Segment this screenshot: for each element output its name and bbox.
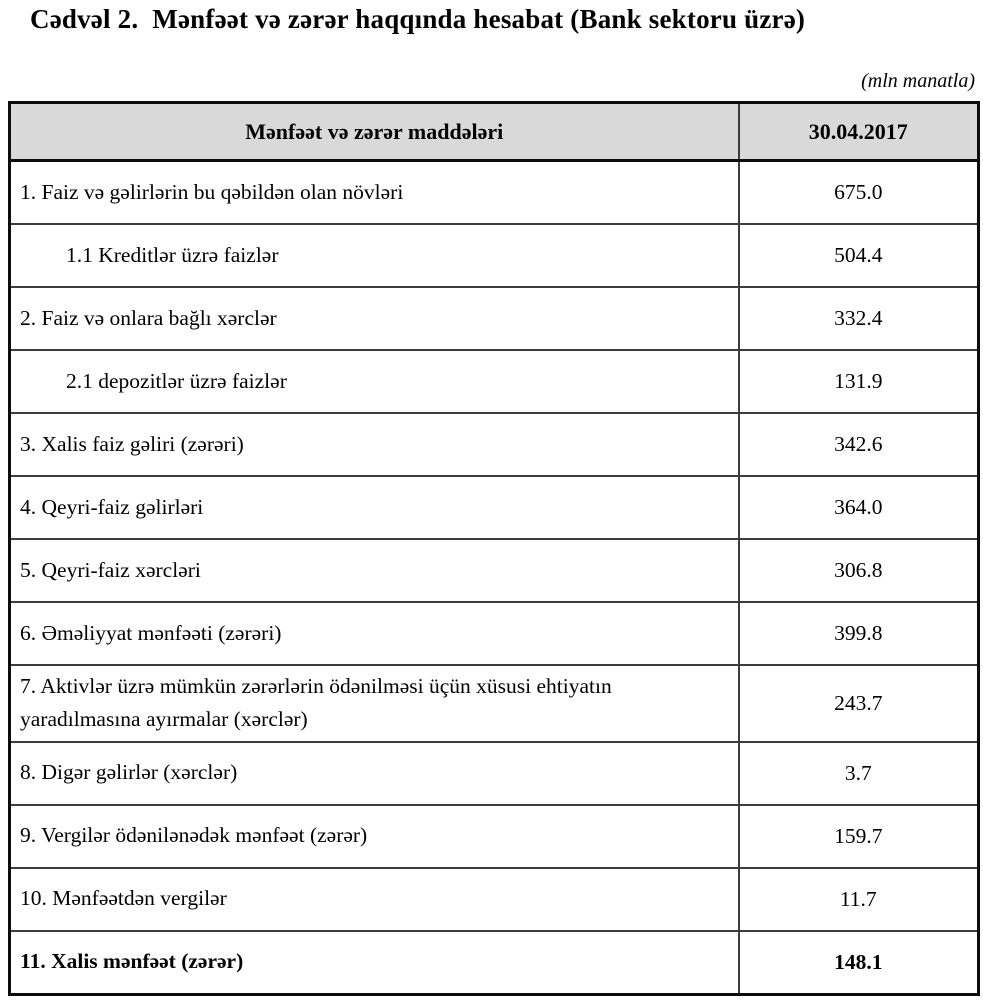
row-label-cell: 1.1 Kreditlər üzrə faizlər: [10, 224, 739, 287]
table-row: [10, 665, 979, 742]
table-row: [10, 476, 979, 539]
table-number: Cədvəl 2.: [30, 4, 139, 34]
unit-note: (mln manatla): [861, 70, 975, 92]
table-row: [10, 350, 979, 413]
row-value-cell: 131.9: [739, 350, 979, 413]
profit-loss-table: [8, 101, 980, 996]
row-label-cell: 7. Aktivlər üzrə mümkün zərərlərin ödənilməsi üçün xüsusi ehtiyatın yaradılmasına ayırmalar (xərclər): [10, 665, 739, 742]
row-value-cell: 342.6: [739, 413, 979, 476]
row-value-cell: 675.0: [739, 161, 979, 225]
table-row: [10, 224, 979, 287]
row-value-cell: 399.8: [739, 602, 979, 665]
table-row: [10, 602, 979, 665]
table-row: [10, 742, 979, 805]
table-row-total: [10, 931, 979, 995]
row-label-cell: 11. Xalis mənfəət (zərər): [10, 931, 739, 995]
row-label-cell: 4. Qeyri-faiz gəlirləri: [10, 476, 739, 539]
row-label-cell: 5. Qeyri-faiz xərcləri: [10, 539, 739, 602]
row-value-cell: 364.0: [739, 476, 979, 539]
table-header-row: [10, 103, 979, 161]
table-row: [10, 805, 979, 868]
table-row: [10, 539, 979, 602]
row-value-cell: 504.4: [739, 224, 979, 287]
row-label-cell: 8. Digər gəlirlər (xərclər): [10, 742, 739, 805]
table-title-text: Mənfəət və zərər haqqında hesabat (Bank sektoru üzrə): [152, 4, 806, 34]
table-row: [10, 413, 979, 476]
table-row: [10, 868, 979, 931]
row-value-cell: 148.1: [739, 931, 979, 995]
row-label-cell: 6. Əməliyyat mənfəəti (zərəri): [10, 602, 739, 665]
column-header-items: Mənfəət və zərər maddələri: [10, 103, 739, 161]
row-value-cell: 159.7: [739, 805, 979, 868]
row-label-cell: 10. Mənfəətdən vergilər: [10, 868, 739, 931]
row-label-cell: 2.1 depozitlər üzrə faizlər: [10, 350, 739, 413]
table-row: [10, 287, 979, 350]
row-label-cell: 2. Faiz və onlara bağlı xərclər: [10, 287, 739, 350]
row-value-cell: 243.7: [739, 665, 979, 742]
row-label-cell: 1. Faiz və gəlirlərin bu qəbildən olan növləri: [10, 161, 739, 225]
row-value-cell: 332.4: [739, 287, 979, 350]
row-label-cell: 9. Vergilər ödənilənədək mənfəət (zərər): [10, 805, 739, 868]
row-value-cell: 3.7: [739, 742, 979, 805]
row-value-cell: 306.8: [739, 539, 979, 602]
page-title: [30, 4, 805, 35]
row-value-cell: 11.7: [739, 868, 979, 931]
column-header-date: 30.04.2017: [739, 103, 979, 161]
row-label-cell: 3. Xalis faiz gəliri (zərəri): [10, 413, 739, 476]
table-row: [10, 161, 979, 225]
